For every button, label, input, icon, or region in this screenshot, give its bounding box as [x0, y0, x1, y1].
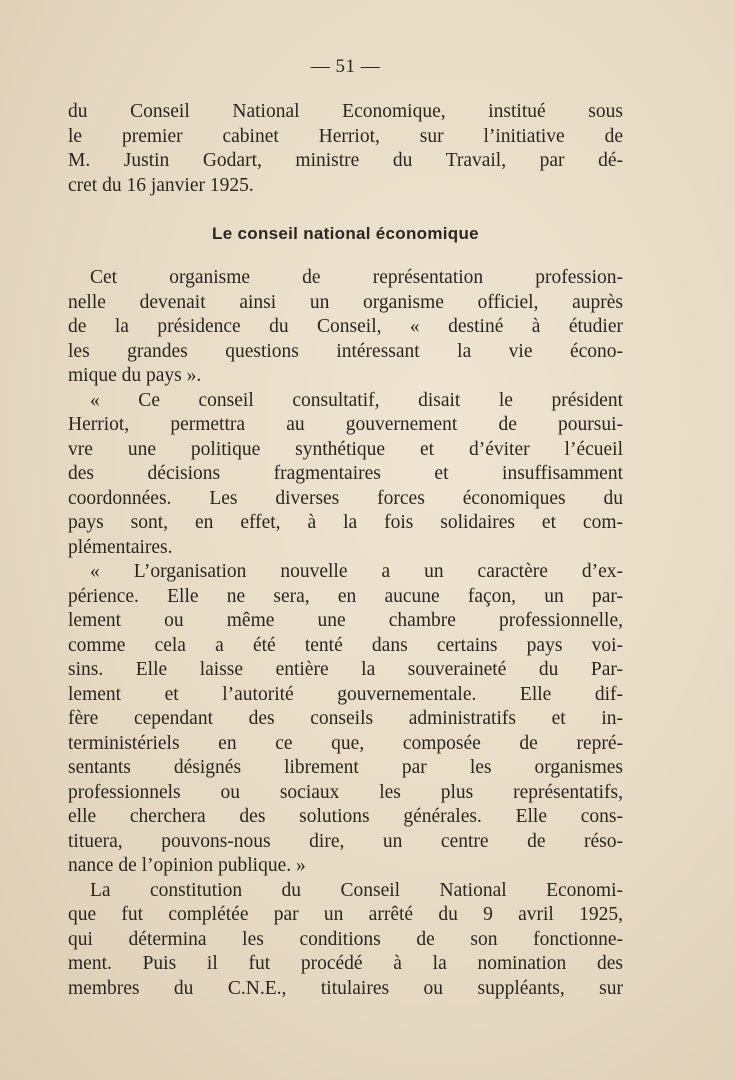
- text-line: elle cherchera des solutions générales. Elle cons-: [68, 806, 623, 827]
- text-line: comme cela a été tenté dans certains pays voi-: [68, 634, 623, 656]
- paragraph-2: [68, 389, 623, 561]
- book-page: [68, 56, 623, 1001]
- text-line: cret du 16 janvier 1925.: [68, 174, 254, 196]
- text-line: qui détermina les conditions de son fonctionne-: [68, 928, 623, 950]
- text-line: lement et l’autorité gouvernementale. Elle dif-: [68, 683, 623, 705]
- text-line: « Ce conseil consultatif, disait le président: [90, 389, 623, 411]
- text-line: de la présidence du Conseil, « destiné à étudier: [68, 316, 623, 337]
- text-line: Herriot, permettra au gouvernement de poursui-: [68, 414, 623, 435]
- text-line: vre une politique synthétique et d’éviter l’écueil: [68, 438, 623, 460]
- paragraph-3: [68, 560, 623, 879]
- text-line: du Conseil National Economique, institué sous: [68, 101, 623, 122]
- text-line: mique du pays ».: [68, 365, 202, 386]
- section-heading: Le conseil national économique: [212, 224, 479, 243]
- text-line: « L’organisation nouvelle a un caractère d’ex-: [90, 561, 623, 582]
- paragraph-4: [68, 879, 623, 1002]
- text-line: terministériels en ce que, composée de repré-: [68, 732, 623, 754]
- text-line: lement ou même une chambre professionnelle,: [68, 610, 623, 631]
- text-line: ment. Puis il fut procédé à la nomination des: [68, 953, 623, 974]
- text-line: fère cependant des conseils administratifs et in-: [68, 708, 623, 729]
- text-line: sins. Elle laisse entière la souveraineté du Par-: [68, 659, 623, 680]
- text-line: pays sont, en effet, à la fois solidaires et com-: [68, 512, 623, 533]
- text-line: le premier cabinet Herriot, sur l’initiative de: [68, 125, 623, 147]
- text-line: tituera, pouvons-nous dire, un centre de réso-: [68, 830, 623, 852]
- text-line: plémentaires.: [68, 536, 173, 558]
- text-line: les grandes questions intéressant la vie écono-: [68, 340, 623, 362]
- intro-paragraph: [68, 100, 623, 198]
- text-line: coordonnées. Les diverses forces économiques du: [68, 487, 623, 509]
- text-line: M. Justin Godart, ministre du Travail, par dé-: [68, 150, 623, 171]
- text-line: sentants désignés librement par les organismes: [68, 757, 623, 778]
- text-line: La constitution du Conseil National Economi-: [90, 879, 623, 901]
- text-line: membres du C.N.E., titulaires ou suppléants, sur: [68, 977, 623, 999]
- page-number: — 51 —: [310, 56, 381, 77]
- text-line: nelle devenait ainsi un organisme officiel, auprès: [68, 291, 623, 313]
- text-line: nance de l’opinion publique. »: [68, 855, 306, 876]
- text-line: des décisions fragmentaires et insuffisamment: [68, 463, 623, 484]
- paragraph-1: [68, 266, 623, 389]
- text-line: périence. Elle ne sera, en aucune façon, un par-: [68, 585, 623, 607]
- text-line: que fut complétée par un arrêté du 9 avril 1925,: [68, 904, 623, 925]
- text-line: Cet organisme de représentation profession-: [90, 267, 623, 288]
- text-line: professionnels ou sociaux les plus représentatifs,: [68, 781, 623, 803]
